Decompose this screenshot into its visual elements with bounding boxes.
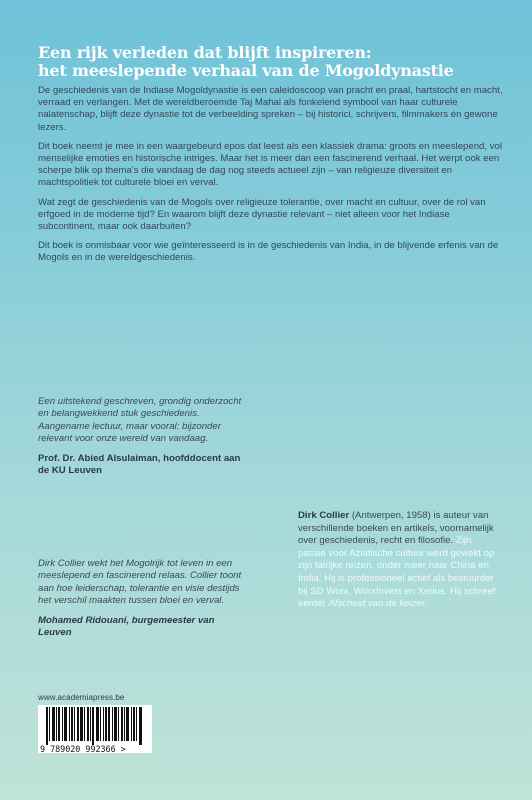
barcode-bar [124, 707, 125, 741]
author-previous-book: Afscheid van de keizer [328, 598, 425, 610]
barcode-bar [53, 707, 54, 741]
barcode-bar [97, 707, 98, 741]
review-quote-2-author: Mohamed Ridouani, burgemeester van Leuven [38, 615, 215, 639]
barcode-bar [103, 707, 104, 741]
barcode-bar [78, 707, 79, 741]
barcode-bar [72, 707, 73, 741]
barcode-bar [56, 707, 57, 741]
barcode-bar [84, 707, 85, 741]
barcode-bar [131, 707, 132, 741]
barcode-bar [136, 707, 137, 741]
barcode-bar [128, 707, 129, 741]
barcode-bar [71, 707, 72, 741]
barcode-bar [105, 707, 106, 741]
barcode-bar [133, 707, 134, 741]
blurb-paragraph-4: Dit boek is onmisbaar voor wie geïnteresseerd is in de geschiedenis van India, in de blijvende erfenis van de Mogols en in de wereldgeschiedenis. [38, 240, 499, 264]
barcode-bar [88, 707, 89, 741]
barcode-bar [92, 707, 93, 745]
barcode-bar [127, 707, 128, 741]
headline-line-1: Een rijk verleden dat blijft inspireren: [38, 43, 372, 62]
barcode-bar [58, 707, 59, 741]
barcode-bar [74, 707, 75, 741]
blurb-paragraph-2: Dit boek neemt je mee in een waargebeurd epos dat leest als een klassiek drama: groots en meeslepend, vol menselijke emoties en historische intriges. Maar het is meer dan een fascinerend verhaal. Het werpt ook een scherpe blik op thema's die vandaag de dag nog steeds actueel zijn – van religieuze diversiteit en machtspolitiek tot culturele bloei en verval. [38, 140, 502, 189]
barcode-bar [93, 707, 94, 745]
barcode-bar [134, 707, 135, 741]
review-quote-2-text: Dirk Collier wekt het Mogolrijk tot leven in een meeslepend en fascinerend relaas. Collier toont aan hoe leiderschap, tolerantie en visie destijds het verschil maakten tussen bloei en verval. [38, 558, 242, 606]
barcode-bar [69, 707, 70, 741]
barcode-bar [49, 707, 50, 741]
barcode-bar [82, 707, 83, 741]
barcode-bar [121, 707, 122, 741]
barcode-bar [126, 707, 127, 741]
publisher-url[interactable]: www.academiapress.be [38, 693, 125, 702]
publisher-block [38, 693, 158, 753]
author-bio-end: . [424, 598, 428, 610]
author-name: Dirk Collier [298, 510, 350, 521]
barcode-bar [139, 707, 140, 745]
barcode-bar [65, 707, 66, 741]
author-bio [298, 510, 498, 611]
barcode-bar [66, 707, 67, 741]
barcode-bar [141, 707, 142, 745]
isbn-barcode [38, 705, 152, 753]
barcode-bar [112, 707, 113, 741]
author-origin: (Antwerpen, 1958) [351, 510, 431, 521]
headline-line-2: het meeslepende verhaal van de Mogoldynastie [38, 61, 454, 80]
barcode-bar [100, 707, 101, 741]
author-bio-lead: is auteur van verschillende boeken en artikels, voornamelijk over geschiedenis, recht en filosofie. [298, 510, 494, 547]
barcode-bar [90, 707, 91, 741]
barcode-bar [140, 707, 141, 745]
barcode-bar [46, 707, 47, 745]
review-quote-1-author: Prof. Dr. Abied Alsulaiman, hoofddocent aan de KU Leuven [38, 453, 241, 477]
barcode-bar [52, 707, 53, 741]
headline [38, 44, 498, 80]
review-quote-2 [38, 558, 248, 640]
barcode-bar [108, 707, 109, 741]
barcode-bar [96, 707, 97, 741]
barcode-bar [64, 707, 65, 741]
blurb-body [38, 85, 504, 272]
barcode-bar [62, 707, 63, 741]
barcode-bar [80, 707, 81, 741]
barcode-bar [77, 707, 78, 741]
barcode-bar [116, 707, 117, 741]
barcode-bar [114, 707, 115, 741]
barcode-graphic [46, 707, 146, 745]
review-quote-1-text: Een uitstekend geschreven, grondig onderzocht en belangwekkend stuk geschiedenis. Aangename lectuur, maar vooral: bijzonder relevant voor onze wereld van vandaag. [38, 396, 242, 444]
isbn-digits: 9 789020 992366 > [40, 744, 126, 754]
review-quote-1 [38, 396, 248, 478]
barcode-bar [106, 707, 107, 741]
barcode-bar [59, 707, 60, 741]
barcode-bar [81, 707, 82, 741]
author-bio-rest: Zijn passie voor Aziatische cultuur werd gewekt op zijn talrijke reizen, onder meer naar China en India. Hij is professioneel actief als bestuurder bij SD Worx, WorxInvest en Xerius. Hij schreef eerder [298, 535, 496, 610]
barcode-bar [47, 707, 48, 745]
blurb-paragraph-1: De geschiedenis van de Indiase Mogoldynastie is een caleidoscoop van pracht en praal, hartstocht en macht, verraad en verlangen. Met de wereldberoemde Taj Mahal als fonkelend symbool van haar culturele nalatenschap, blijft deze dynastie tot de verbeelding spreken – bij historici, schrijvers, filmmakers én gewone lezers. [38, 85, 503, 133]
barcode-bar [122, 707, 123, 741]
barcode-bar [109, 707, 110, 741]
blurb-paragraph-3: Wat zegt de geschiedenis van de Mogols over religieuze tolerantie, over macht en cultuur, over de rol van erfgoed in de moderne tijd? En waarom blijft deze dynastie relevant – niet alleen voor het Indiase subcontinent, maar ook daarbuiten? [38, 196, 486, 233]
barcode-bar [98, 707, 99, 741]
barcode-bar [87, 707, 88, 741]
barcode-bar [118, 707, 119, 741]
barcode-bar [54, 707, 55, 741]
barcode-bar [115, 707, 116, 741]
